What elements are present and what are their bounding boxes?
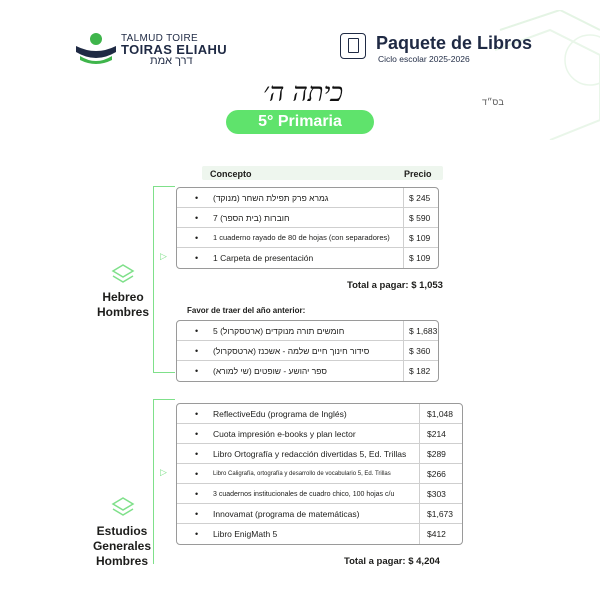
item-price: $ 590 [409,213,431,223]
item-label: 1 cuaderno rayado de 80 de hojas (con separadores) [213,233,390,242]
logo-line1: TALMUD TOIRE [121,33,198,44]
bullet-icon: • [195,213,199,223]
books-icon [340,33,366,59]
grade-badge: 5° Primaria [226,110,374,134]
generales-category-line1: Estudios [96,524,148,538]
bullet-icon: • [195,429,199,439]
bullet-icon: • [195,233,199,243]
item-price: $ 109 [409,233,431,243]
generales-category-line3: Hombres [95,554,148,568]
column-precio: Precio [404,169,432,179]
item-price: $ 360 [409,346,431,356]
bullet-icon: • [195,489,199,499]
table-row [177,464,462,484]
item-price: $ 109 [409,253,431,263]
book-stack-icon [108,263,138,285]
item-label: גמרא פרק תפילת השחר (מנוקד) [213,193,329,203]
hebreo-connector-bottom [153,372,175,373]
item-price: $214 [427,429,446,439]
arrow-right-icon: ▷ [160,251,167,261]
item-label: Innovamat (programa de matemáticas) [213,509,360,519]
previous-year-heading: Favor de traer del año anterior: [187,306,306,315]
table-row [177,341,438,361]
item-label: ספר יהושע - שופטים (שי למורא) [213,366,327,376]
table-row [177,444,462,464]
logo-hebrew: דרך אמת [150,55,193,67]
item-label: 5 חומשים תורה מנוקדים (ארטסקרול) [213,326,345,336]
bsd-mark: בס״ד [482,97,504,107]
item-label: Libro Ortografía y redacción divertidas 5, Ed. Trillas [213,449,407,459]
hebreo-category-line1: Hebreo [102,290,144,304]
item-price: $1,673 [427,509,453,519]
item-label: Cuota impresión e-books y plan lector [213,429,356,439]
item-price: $412 [427,529,446,539]
item-price: $303 [427,489,446,499]
hebreo-total: Total a pagar: $ 1,053 [347,280,443,291]
table-row [177,208,438,228]
book-stack-icon [108,496,138,518]
item-price: $ 182 [409,366,431,376]
bullet-icon: • [195,449,199,459]
hebreo-category-line2: Hombres [96,305,149,319]
bullet-icon: • [195,326,199,336]
column-concepto: Concepto [210,169,252,179]
hebrew-grade-title: כיתה ה׳ [262,78,344,108]
generales-category-line2: Generales [92,539,152,553]
package-subtitle: Ciclo escolar 2025-2026 [378,54,470,64]
item-price: $289 [427,449,446,459]
item-price: $266 [427,469,446,479]
item-label: 3 cuadernos institucionales de cuadro chico, 100 hojas c/u [213,491,395,498]
arrow-right-icon: ▷ [160,467,167,477]
table-row [177,188,438,208]
bullet-icon: • [195,366,199,376]
bullet-icon: • [195,469,199,479]
previous-year-table [176,320,439,382]
table-row [177,228,438,248]
item-label: חוברות (בית הספר) 7 [213,213,290,223]
item-label: סידור חינוך חיים שלמה - אשכנז (ארטסקרול) [213,346,370,356]
bullet-icon: • [195,509,199,519]
decorative-hexagon-shape [440,10,600,140]
item-label: Libro EnigMath 5 [213,529,278,539]
table-row [177,424,462,444]
table-row [177,361,438,381]
generales-connector-top [153,399,175,400]
generales-table [176,403,463,545]
school-logo-icon [74,32,118,66]
item-label: Libro Caligrafía, ortografía y desarrollo de vocabulario 5, Ed. Trillas [213,471,391,477]
table-row [177,504,462,524]
bullet-icon: • [195,253,199,263]
hebreo-connector-top [153,186,175,187]
table-row [177,524,462,544]
hebreo-connector-line [153,187,154,372]
item-label: ReflectiveEdu (programa de Inglés) [213,409,347,419]
bullet-icon: • [195,346,199,356]
item-price: $ 245 [409,193,431,203]
bullet-icon: • [195,409,199,419]
item-label: 1 Carpeta de presentación [213,253,314,263]
hebreo-table [176,187,439,269]
item-price: $1,048 [427,409,453,419]
item-price: $ 1,683 [409,326,438,336]
table-row [177,321,438,341]
bullet-icon: • [195,193,199,203]
table-row [177,248,438,268]
logo-line2: TOIRAS ELIAHU [121,42,228,57]
table-row [177,404,462,424]
bullet-icon: • [195,529,199,539]
table-row [177,484,462,504]
package-title: Paquete de Libros [376,33,533,53]
generales-total: Total a pagar: $ 4,204 [344,556,440,567]
